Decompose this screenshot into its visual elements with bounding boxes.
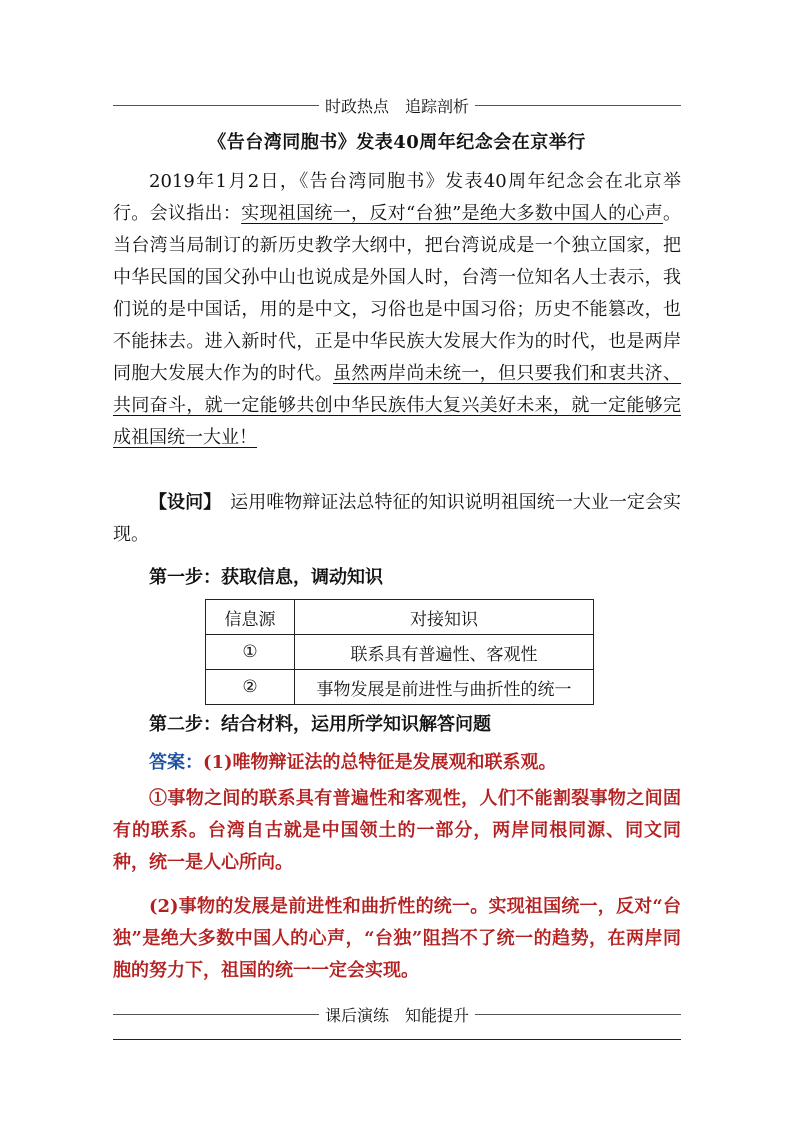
table-header-cell: 对接知识 — [295, 600, 594, 635]
material-text-2: 。当台湾当局制订的新历史教学大纲中，把台湾说成是一个独立国家，把中华民国的国父孙中山也说成是外国人时，台湾一位知名人士表示，我们说的是中国话，用的是中文，习俗也是中国习俗；历史不能篡改，也不能抹去。进入新时代，正是中华民族大发展大作为的时代，也是两岸同胞大发展大作为的时代。 — [113, 203, 682, 384]
answer-label: 答案： — [149, 752, 203, 773]
divider-line-left — [113, 105, 319, 106]
article-title: 《告台湾同胞书》发表40周年纪念会在京举行 — [208, 132, 586, 153]
material-text-1: 2019年1月2日，《告台湾同胞书》发表40周年纪念会在北京举行。会议指出： — [113, 171, 681, 224]
answer-text-1: (1)唯物辩证法的总特征是发展观和联系观。 — [203, 752, 557, 773]
section-footer-divider — [113, 1002, 681, 1026]
table-row — [206, 635, 594, 670]
table-header-row — [206, 600, 594, 635]
bottom-rule — [113, 1039, 681, 1040]
answer-paragraph-2: ①事物之间的联系具有普遍性和客观性，人们不能割裂事物之间固有的联系。台湾自古就是中国领土的一部分，两岸同根同源、同文同种，统一是人心所向。 — [113, 788, 681, 873]
divider-line-right — [475, 105, 681, 106]
material-underlined-2: 虽然两岸尚未统一，但只要我们和衷共济、共同奋斗，就一定能够共创中华民族伟大复兴美好未来，就一定能够完成祖国统一大业！ — [113, 363, 681, 448]
table-row — [206, 670, 594, 705]
knowledge-table — [205, 599, 594, 705]
material-paragraph — [113, 166, 681, 454]
step-one-heading: 第一步：获取信息，调动知识 — [149, 567, 383, 588]
table-cell: ① — [206, 635, 295, 670]
section-footer-label: 课后演练 知能提升 — [325, 1005, 470, 1025]
question-paragraph — [113, 487, 681, 551]
divider-line-right — [475, 1014, 681, 1015]
table-header-cell: 信息源 — [206, 600, 295, 635]
material-underlined-1: 实现祖国统一，反对“台独”是绝大多数中国人的心声 — [241, 203, 664, 224]
section-header-divider — [113, 93, 681, 117]
step-two-heading: 第二步：结合材料，运用所学知识解答问题 — [149, 714, 491, 735]
table-cell: ② — [206, 670, 295, 705]
table-cell: 联系具有普遍性、客观性 — [295, 635, 594, 670]
answer-paragraph-3: (2)事物的发展是前进性和曲折性的统一。实现祖国统一，反对“台独”是绝大多数中国人的心声，“台独”阻挡不了统一的趋势，在两岸同胞的努力下，祖国的统一一定会实现。 — [113, 896, 681, 981]
section-header-label: 时政热点 追踪剖析 — [325, 96, 470, 116]
question-text: 运用唯物辩证法总特征的知识说明祖国统一大业一定会实现。 — [113, 492, 681, 545]
table-cell: 事物发展是前进性与曲折性的统一 — [295, 670, 594, 705]
question-tag: 【设问】 — [149, 492, 213, 513]
answer-paragraph-1 — [113, 747, 681, 779]
divider-line-left — [113, 1014, 319, 1015]
